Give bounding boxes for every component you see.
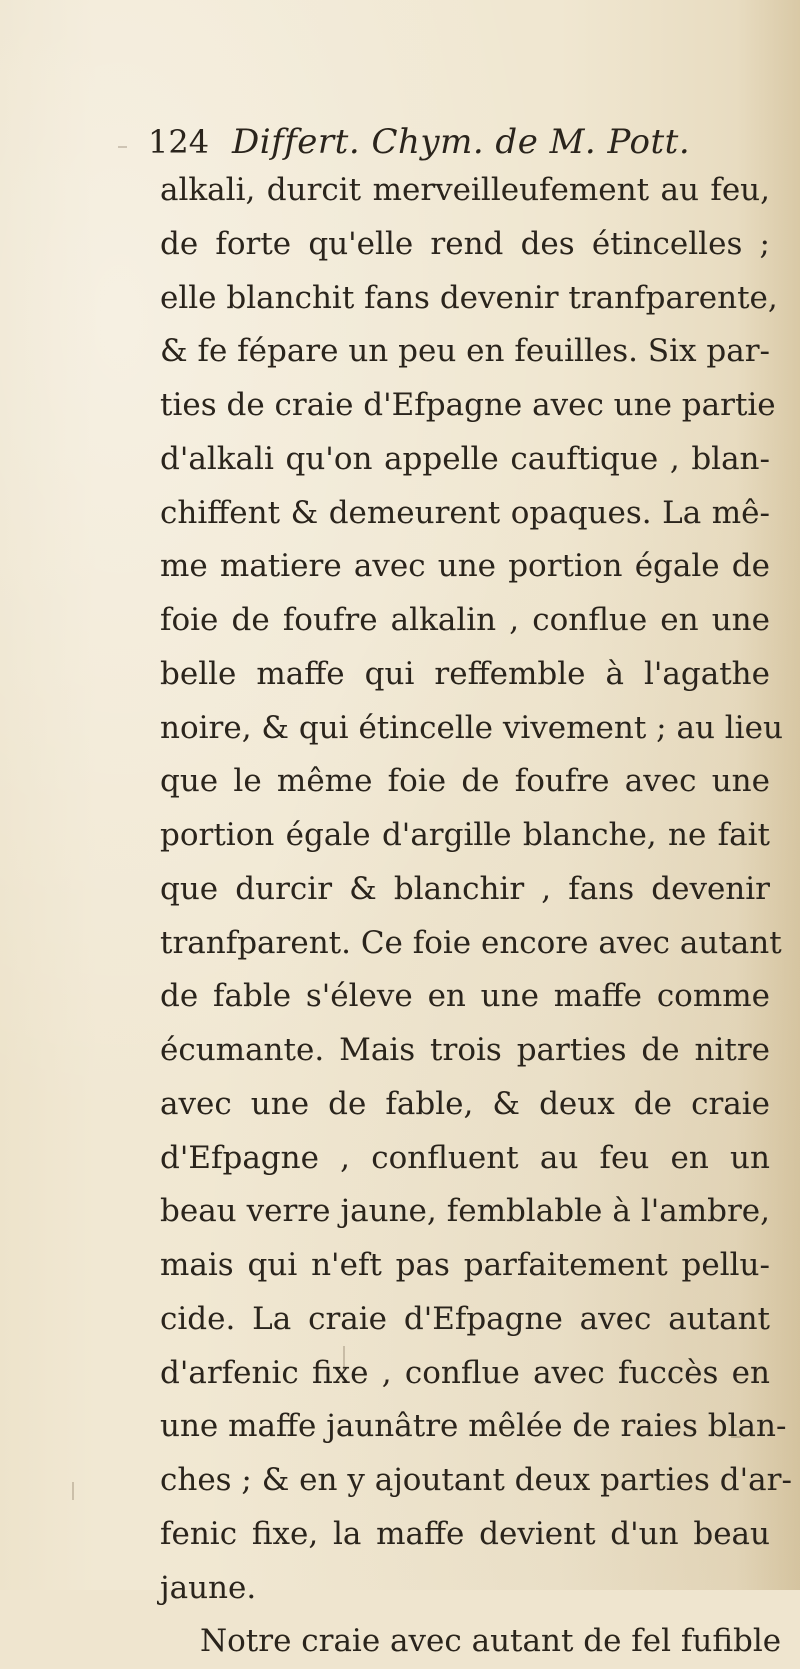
paper-mark — [118, 146, 127, 148]
text-line: que le même foie de foufre avec une — [160, 763, 770, 800]
text-line: jaune. — [160, 1569, 257, 1606]
text-line: noire, & qui étincelle vivement ; au lieu — [160, 709, 783, 746]
page-number: 124 — [148, 123, 210, 161]
text-line: me matiere avec une portion égale de — [160, 548, 770, 585]
text-line: portion égale d'argille blanche, ne fait — [160, 817, 770, 853]
text-line: cide. La craie d'Efpagne avec autant — [160, 1300, 770, 1337]
body-text — [160, 164, 792, 1669]
text-line: écumante. Mais trois parties de nitre — [160, 1032, 770, 1068]
text-line: ties de craie d'Efpagne avec une partie — [160, 387, 776, 423]
text-line: foie de foufre alkalin , conflue en une — [160, 602, 770, 638]
text-line: d'Efpagne , confluent au feu en un — [160, 1139, 770, 1176]
text-line: de fable s'éleve en une maffe comme — [160, 978, 770, 1015]
text-line: de forte qu'elle rend des étincelles ; — [160, 225, 770, 262]
page-header — [148, 118, 691, 166]
running-title: Differt. Chym. de M. Pott. — [232, 122, 691, 162]
paper-mark — [731, 1436, 741, 1438]
text-line: & fe fépare un peu en feuilles. Six par- — [160, 333, 770, 370]
text-line: alkali, durcit merveilleufement au feu, — [160, 172, 770, 208]
text-line: fenic fixe, la maffe devient d'un beau — [160, 1515, 770, 1552]
text-line: belle maffe qui reffemble à l'agathe — [160, 655, 770, 692]
paper-mark — [343, 1346, 345, 1370]
text-line: chiffent & demeurent opaques. La mê- — [160, 494, 770, 531]
text-line: beau verre jaune, femblable à l'ambre, — [160, 1193, 770, 1230]
text-line: ches ; & en y ajoutant deux parties d'ar- — [160, 1462, 792, 1498]
text-line: d'arfenic fixe , conflue avec fuccès en — [160, 1354, 770, 1391]
text-line: mais qui n'eft pas parfaitement pellu- — [160, 1247, 770, 1283]
text-line: elle blanchit fans devenir tranfparente, — [160, 279, 778, 316]
text-line: que durcir & blanchir , fans devenir — [160, 870, 770, 907]
text-line: tranfparent. Ce foie encore avec autant — [160, 924, 782, 961]
paper-mark — [72, 1482, 74, 1500]
text-line: avec une de fable, & deux de craie — [160, 1085, 770, 1122]
paragraph-start-line: Notre craie avec autant de fel fufible — [200, 1623, 782, 1660]
text-line: d'alkali qu'on appelle cauftique , blan- — [160, 440, 770, 477]
text-line: une maffe jaunâtre mêlée de raies blan- — [160, 1408, 787, 1445]
